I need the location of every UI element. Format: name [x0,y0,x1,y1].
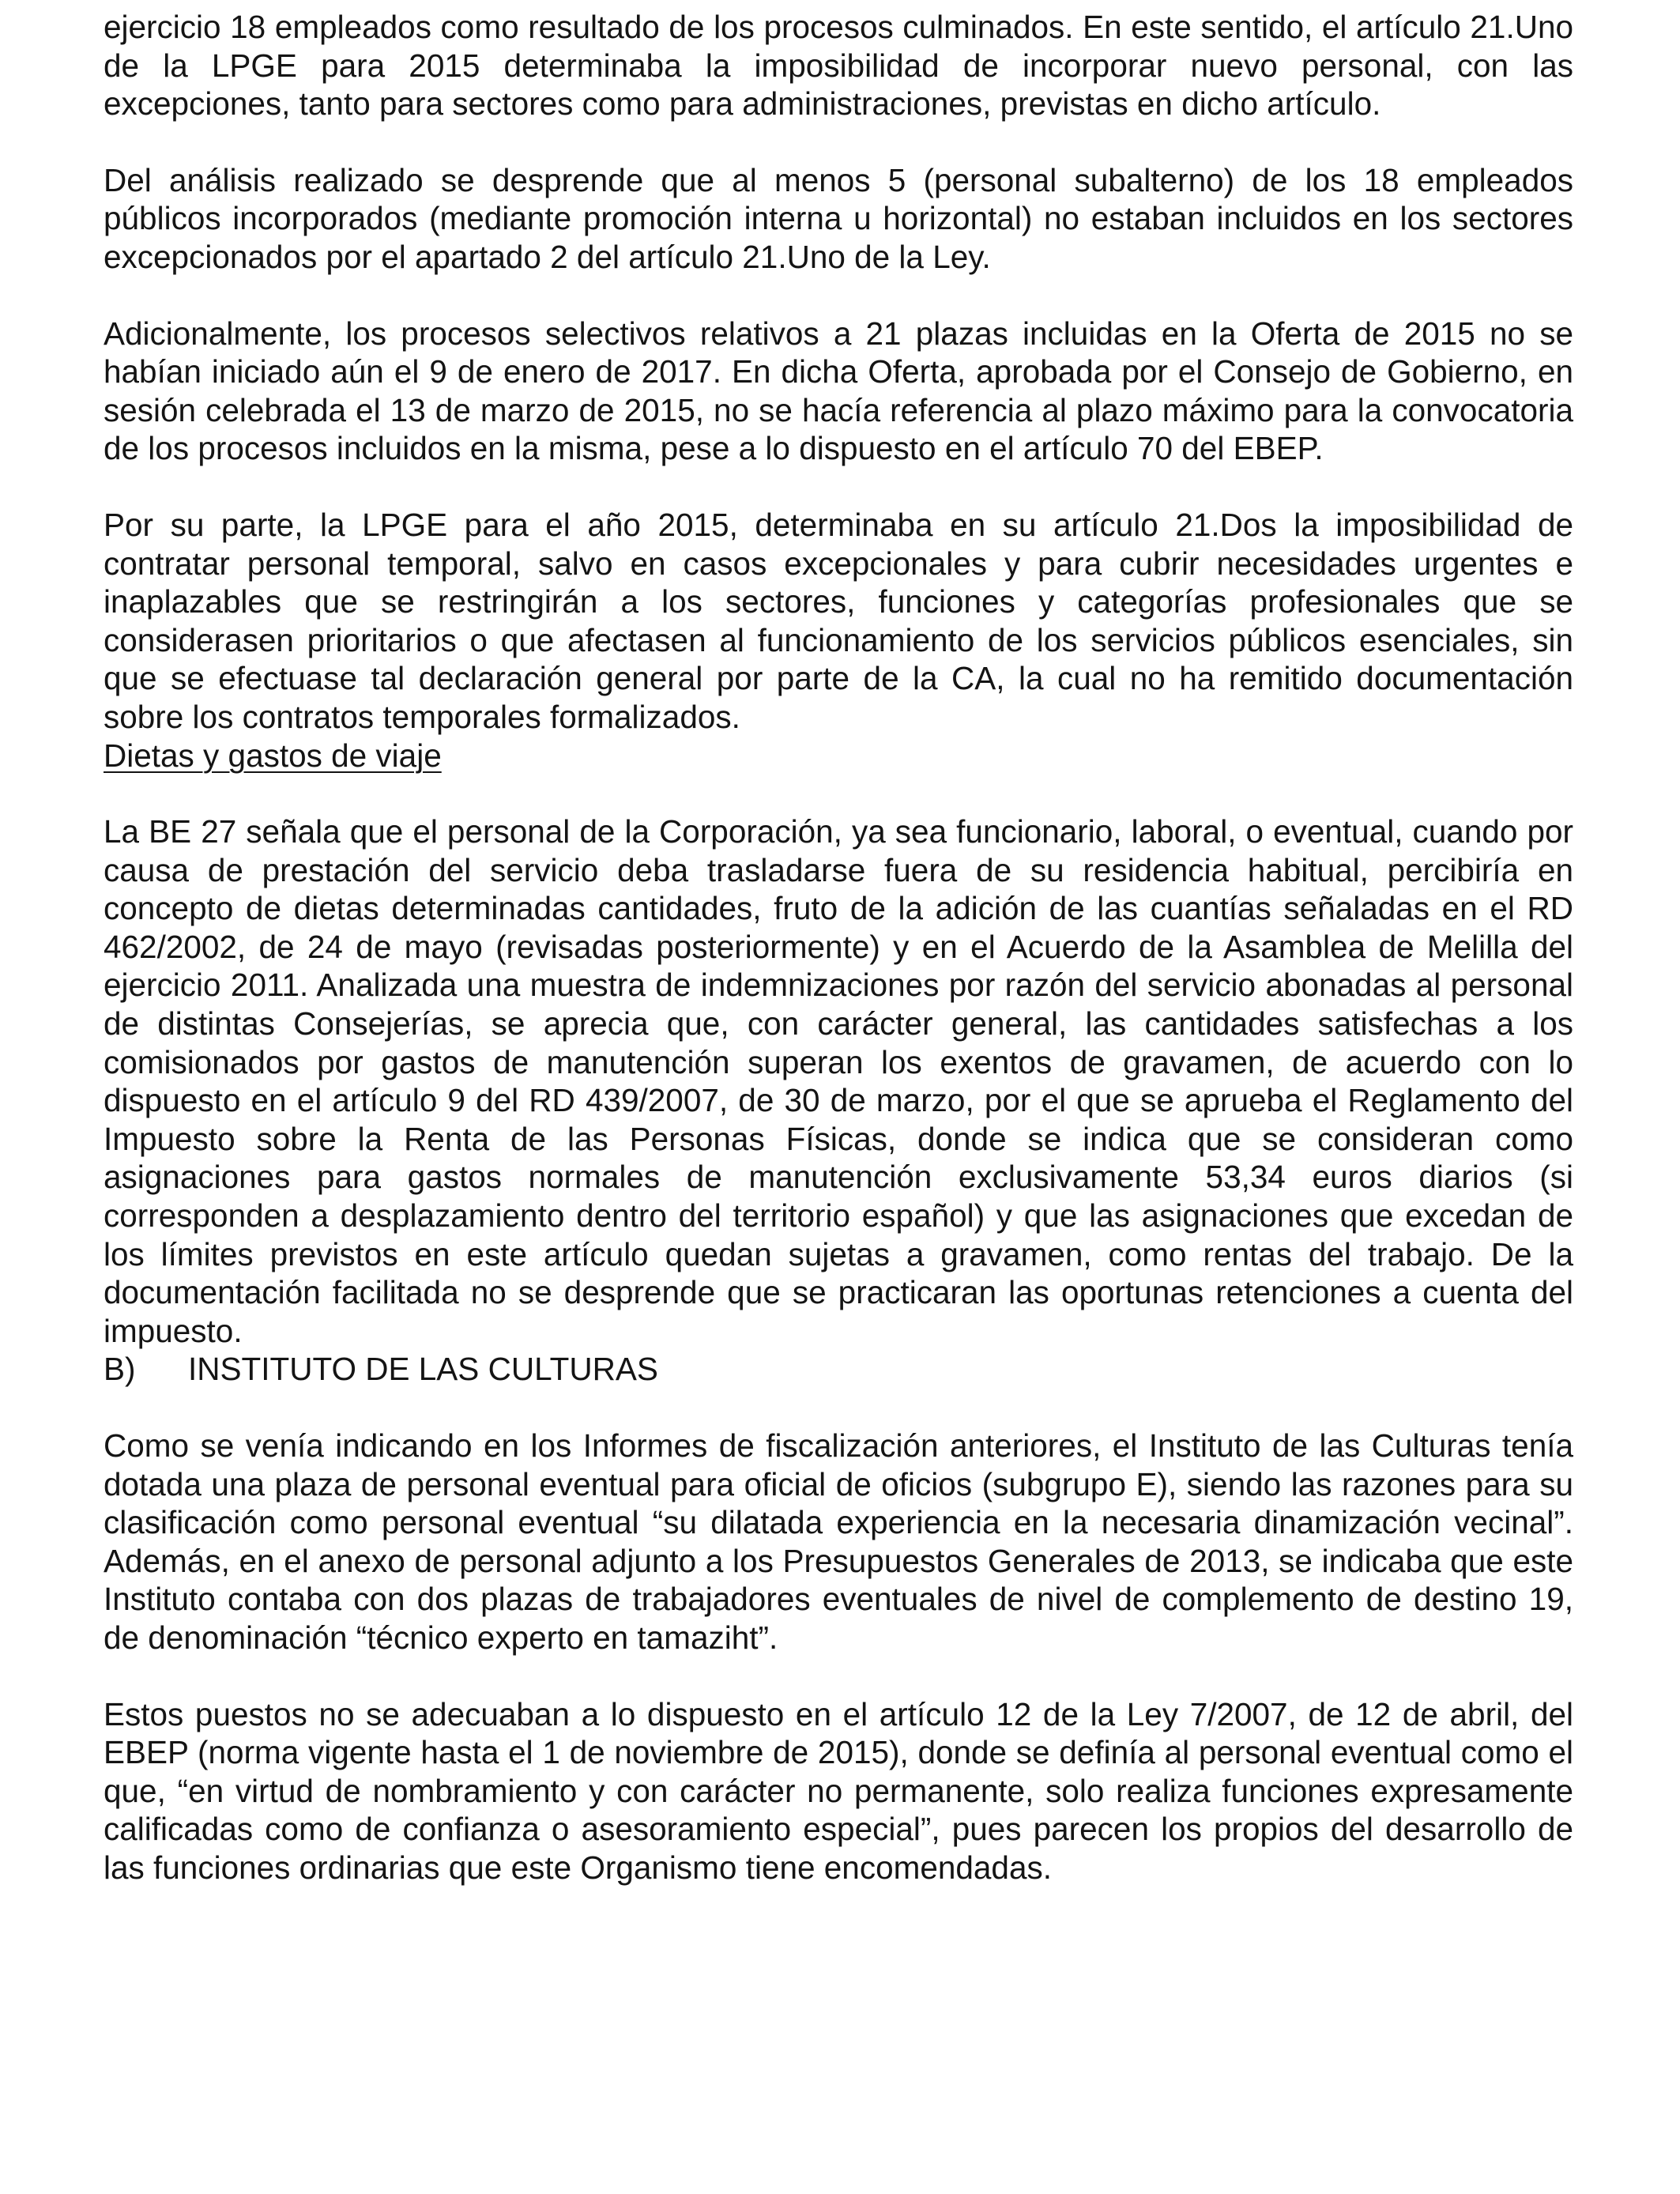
paragraph-instituto-plazas: Como se venía indicando en los Informes de fiscalización anteriores, el Instituto de las Culturas tenía dotada una plaza de personal eventual para oficial de oficios (subgrupo E), siendo las razones para su clasificación como personal eventual “su dilatada experiencia en la necesaria dinamización vecinal”. Además, en el anexo de personal adjunto a los Presupuestos Generales de 2013, se indicaba que este Instituto contaba con dos plazas de trabajadores eventuales de nivel de complemento de destino 19, de denominación “técnico experto en tamaziht”. [104,1427,1573,1656]
paragraph-empleados-incorporados: ejercicio 18 empleados como resultado de los procesos culminados. En este sentido, el artículo 21.Uno de la LPGE para 2015 determinaba la imposibilidad de incorporar nuevo personal, con las excepciones, tanto para sectores como para administraciones, previstas en dicho artículo. [104,9,1573,123]
section-letter: B) [104,1351,136,1388]
paragraph-personal-subalterno: Del análisis realizado se desprende que al menos 5 (personal subalterno) de los 18 empleados públicos incorporados (mediante promoción interna u horizontal) no estaban incluidos en los sectores excepcionados por el apartado 2 del artículo 21.Uno de la Ley. [104,161,1573,275]
paragraph-procesos-selectivos: Adicionalmente, los procesos selectivos relativos a 21 plazas incluidas en la Oferta de 2015 no se habían iniciado aún el 9 de enero de 2017. En dicha Oferta, aprobada por el Consejo de Gobierno, en sesión celebrada el 13 de marzo de 2015, no se hacía referencia al plazo máximo para la convocatoria de los procesos incluidos en la misma, pese a lo dispuesto en el artículo 70 del EBEP. [104,315,1573,467]
paragraph-dietas: La BE 27 señala que el personal de la Corporación, ya sea funcionario, laboral, o eventual, cuando por causa de prestación del servicio deba trasladarse fuera de su residencia habitual, percibiría en concepto de dietas determinadas cantidades, fruto de la adición de las cuantías señaladas en el RD 462/2002, de 24 de mayo (revisadas posteriormente) y en el Acuerdo de la Asamblea de Melilla del ejercicio 2011. Analizada una muestra de indemnizaciones por razón del servicio abonadas al personal de distintas Consejerías, se aprecia que, con carácter general, las cantidades satisfechas a los comisionados por gastos de manutención superan los exentos de gravamen, de acuerdo con lo dispuesto en el artículo 9 del RD 439/2007, de 30 de marzo, por el que se aprueba el Reglamento del Impuesto sobre la Renta de las Personas Físicas, donde se indica que se consideran como asignaciones para gastos normales de manutención exclusivamente 53,34 euros diarios (si corresponden a desplazamiento dentro del territorio español) y que las asignaciones que excedan de los límites previstos en este artículo quedan sujetas a gravamen, como rentas del trabajo. De la documentación facilitada no se desprende que se practicaran las oportunas retenciones a cuenta del impuesto. [104,813,1573,1349]
paragraph-instituto-ebep: Estos puestos no se adecuaban a lo dispuesto en el artículo 12 de la Ley 7/2007, de 12 de abril, del EBEP (norma vigente hasta el 1 de noviembre de 2015), donde se definía al personal eventual como el que, “en virtud de nombramiento y con carácter no permanente, solo realiza funciones expresamente calificadas como de confianza o asesoramiento especial”, pues parecen los propios del desarrollo de las funciones ordinarias que este Organismo tiene encomendadas. [104,1695,1573,1886]
section-heading-b [104,1350,1573,1389]
paragraph-personal-temporal: Por su parte, la LPGE para el año 2015, determinaba en su artículo 21.Dos la imposibilidad de contratar personal temporal, salvo en casos excepcionales y para cubrir necesidades urgentes e inaplazables que se restringirán a los sectores, funciones y categorías profesionales que se considerasen prioritarios o que afectasen al funcionamiento de los servicios públicos esenciales, sin que se efectuase tal declaración general por parte de la CA, la cual no ha remitido documentación sobre los contratos temporales formalizados. [104,506,1573,735]
subheading-dietas: Dietas y gastos de viaje [104,737,442,774]
document-page [104,8,1573,1887]
section-title: INSTITUTO DE LAS CULTURAS [188,1351,658,1388]
